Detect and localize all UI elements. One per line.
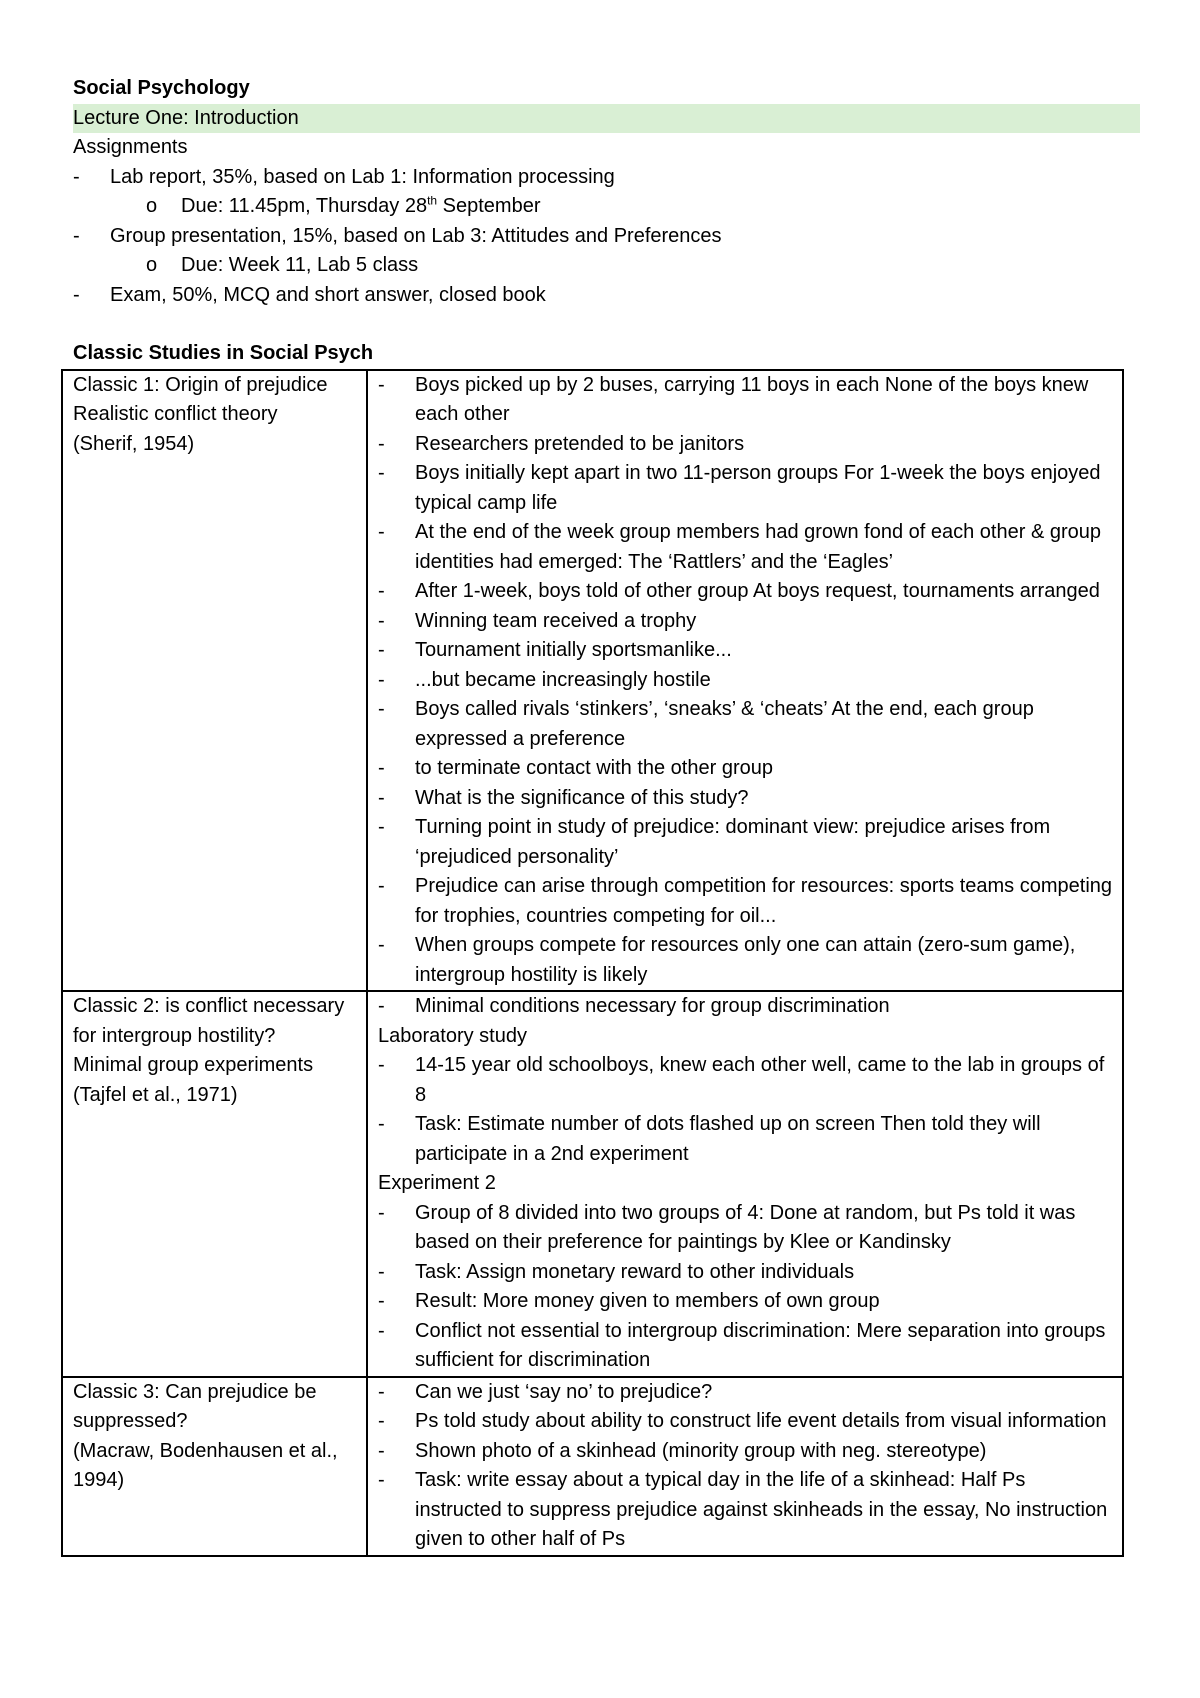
detail-text: Boys initially kept apart in two 11-person groups For 1-week the boys enjoyed typical camp life	[415, 462, 1101, 514]
study-row	[62, 370, 1123, 992]
bullet-dash: -	[73, 224, 80, 247]
bullet-dash: -	[73, 165, 80, 188]
study-detail-item	[378, 931, 1114, 990]
study-detail-item	[378, 459, 1114, 518]
study-title-line: Classic 1: Origin of prejudice	[73, 373, 328, 396]
detail-text: Turning point in study of prejudice: dominant view: prejudice arises from ‘prejudiced personality’	[415, 816, 1051, 868]
bullet-dash: -	[378, 1439, 385, 1462]
detail-text: ...but became increasingly hostile	[415, 668, 711, 691]
bullet-dash: -	[378, 521, 385, 543]
document-page	[73, 74, 1140, 1557]
due-text: Due: Week 11, Lab 5 class	[181, 254, 419, 276]
study-title-line: Realistic conflict theory	[73, 403, 278, 425]
assignment-text: Group presentation, 15%, based on Lab 3: Attitudes and Preferences	[110, 224, 722, 247]
assignments-list	[73, 163, 1140, 311]
detail-text: Ps told study about ability to construct life event details from visual information	[415, 1410, 1107, 1432]
detail-text: Conflict not essential to intergroup discrimination: Mere separation into groups sufficient for discrimination	[415, 1319, 1106, 1371]
bullet-dash: -	[378, 875, 385, 897]
study-detail-item	[378, 577, 1114, 607]
bullet-dash: -	[378, 1054, 385, 1076]
detail-text: What is the significance of this study?	[415, 786, 749, 809]
study-title-line: Classic 3: Can prejudice be suppressed?	[73, 1380, 317, 1432]
study-subheading: Experiment 2	[378, 1172, 496, 1194]
bullet-dash: -	[378, 639, 385, 661]
detail-text: Result: More money given to members of own group	[415, 1290, 880, 1312]
study-detail-item	[378, 1317, 1114, 1376]
detail-text: Researchers pretended to be janitors	[415, 432, 745, 455]
sub-bullet-circle: o	[146, 254, 158, 276]
study-title-cell	[62, 370, 367, 992]
assignment-item	[73, 163, 1140, 193]
bullet-dash: -	[378, 373, 385, 396]
study-details-cell	[367, 370, 1123, 992]
due-text: Due: 11.45pm, Thursday 28th September	[181, 193, 541, 217]
study-detail-item	[378, 666, 1114, 696]
detail-text: Boys picked up by 2 buses, carrying 11 boys in each None of the boys knew each other	[415, 373, 1089, 425]
detail-text: Task: Assign monetary reward to other individuals	[415, 1260, 855, 1283]
bullet-dash: -	[378, 1113, 385, 1135]
detail-text: Task: Estimate number of dots flashed up on screen Then told they will participate in a 2nd experiment	[415, 1113, 1041, 1165]
study-detail-item	[378, 371, 1114, 430]
bullet-dash: -	[73, 283, 80, 306]
bullet-dash: -	[378, 462, 385, 484]
bullet-dash: -	[378, 1469, 385, 1491]
bullet-dash: -	[378, 609, 385, 632]
assignment-text: Exam, 50%, MCQ and short answer, closed book	[110, 283, 546, 306]
spacer	[73, 310, 1140, 339]
bullet-dash: -	[378, 1410, 385, 1432]
study-detail-item	[378, 1287, 1114, 1317]
detail-text: Shown photo of a skinhead (minority group with neg. stereotype)	[415, 1439, 987, 1462]
study-title-cell	[62, 1377, 367, 1556]
bullet-dash: -	[378, 934, 385, 956]
study-detail-item	[378, 695, 1114, 754]
study-title-line: (Macraw, Bodenhausen et al., 1994)	[73, 1439, 338, 1491]
study-row	[62, 1377, 1123, 1556]
study-detail-item	[378, 607, 1114, 637]
study-title-line: (Sherif, 1954)	[73, 432, 195, 455]
study-title-line: Classic 2: is conflict necessary for intergroup hostility?	[73, 995, 345, 1047]
bullet-dash: -	[378, 1380, 385, 1403]
study-detail-item	[378, 784, 1114, 814]
lecture-heading: Lecture One: Introduction	[73, 104, 1140, 134]
study-details-cell	[367, 1377, 1123, 1556]
study-detail-item	[378, 813, 1114, 872]
detail-text: Task: write essay about a typical day in the life of a skinhead: Half Ps instructed to suppress prejudice against skinheads in the essay, No instruction given to other half of Ps	[415, 1469, 1108, 1550]
detail-text: to terminate contact with the other group	[415, 757, 773, 779]
study-row	[62, 991, 1123, 1377]
study-title-cell	[62, 991, 367, 1377]
study-detail-item	[378, 754, 1114, 784]
study-detail-item	[378, 992, 1114, 1022]
detail-text: At the end of the week group members had grown fond of each other & group identities had emerged: The ‘Rattlers’ and the ‘Eagles’	[415, 521, 1101, 573]
bullet-dash: -	[378, 580, 385, 602]
detail-text: Boys called rivals ‘stinkers’, ‘sneaks’ & ‘cheats’ At the end, each group expressed a preference	[415, 698, 1034, 750]
detail-text: Can we just ‘say no’ to prejudice?	[415, 1380, 713, 1403]
bullet-dash: -	[378, 698, 385, 720]
bullet-dash: -	[378, 816, 385, 838]
study-detail-item	[378, 1378, 1114, 1408]
detail-text: When groups compete for resources only one can attain (zero-sum game), intergroup hostility is likely	[415, 934, 1076, 986]
detail-text: Winning team received a trophy	[415, 609, 697, 632]
study-detail-item	[378, 1437, 1114, 1467]
assignment-due	[73, 192, 1140, 222]
ordinal-suffix: th	[427, 193, 438, 208]
bullet-dash: -	[378, 757, 385, 779]
bullet-dash: -	[378, 432, 385, 455]
bullet-dash: -	[378, 786, 385, 809]
study-detail-item	[378, 1258, 1114, 1288]
bullet-dash: -	[378, 1260, 385, 1283]
bullet-dash: -	[378, 668, 385, 691]
study-detail-item	[378, 1051, 1114, 1110]
study-detail-item	[378, 636, 1114, 666]
assignment-due	[73, 251, 1140, 281]
studies-table	[61, 369, 1124, 1557]
assignment-text: Lab report, 35%, based on Lab 1: Information processing	[110, 165, 615, 188]
detail-text: Minimal conditions necessary for group discrimination	[415, 995, 890, 1017]
assignments-heading: Assignments	[73, 136, 188, 158]
study-detail-item	[378, 1466, 1114, 1555]
detail-text: 14-15 year old schoolboys, knew each other well, came to the lab in groups of 8	[415, 1054, 1105, 1106]
detail-text: After 1-week, boys told of other group At boys request, tournaments arranged	[415, 580, 1100, 602]
bullet-dash: -	[378, 1201, 385, 1224]
study-detail-item	[378, 1199, 1114, 1258]
bullet-dash: -	[378, 1319, 385, 1342]
studies-heading: Classic Studies in Social Psych	[73, 342, 374, 364]
detail-text: Tournament initially sportsmanlike...	[415, 639, 732, 661]
study-detail-item	[378, 872, 1114, 931]
study-detail-item	[378, 430, 1114, 460]
bullet-dash: -	[378, 995, 385, 1017]
bullet-dash: -	[378, 1290, 385, 1312]
study-detail-item	[378, 1110, 1114, 1169]
study-detail-item	[378, 1407, 1114, 1437]
study-subheading: Laboratory study	[378, 1024, 527, 1047]
assignment-item	[73, 281, 1140, 311]
document-title: Social Psychology	[73, 77, 250, 99]
study-details-cell	[367, 991, 1123, 1377]
detail-text: Group of 8 divided into two groups of 4: Done at random, but Ps told it was based on their preference for paintings by Klee or Kandinsky	[415, 1201, 1076, 1253]
assignment-item	[73, 222, 1140, 252]
study-detail-item	[378, 518, 1114, 577]
detail-text: Prejudice can arise through competition for resources: sports teams competing for trophies, countries competing for oil...	[415, 875, 1113, 927]
study-title-line: Minimal group experiments (Tajfel et al., 1971)	[73, 1054, 314, 1106]
sub-bullet-circle: o	[146, 195, 158, 217]
